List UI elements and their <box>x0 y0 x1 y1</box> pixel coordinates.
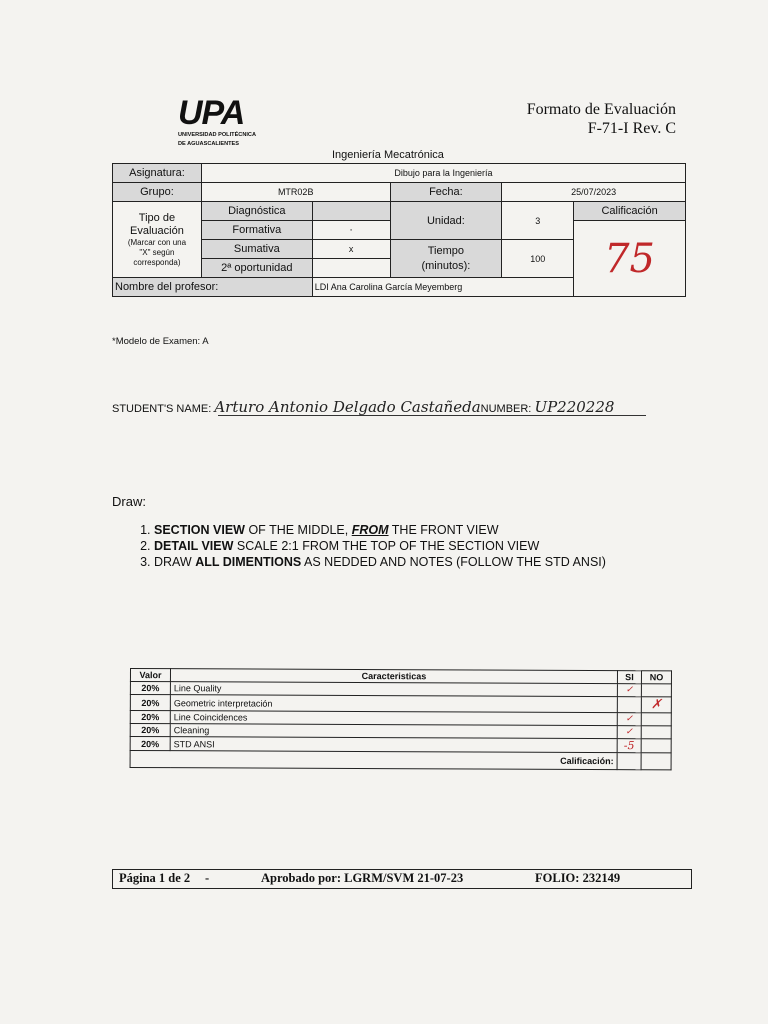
logo-text: UPA <box>178 94 245 132</box>
asignatura-value: Dibujo para la Ingeniería <box>201 164 685 183</box>
row-no: ✗ <box>641 697 671 713</box>
unidad-value: 3 <box>502 202 574 240</box>
tiempo-label-2: (minutos): <box>421 259 471 272</box>
tipo-note-2: "X" según <box>139 247 175 257</box>
evaluation-header-table <box>112 163 686 297</box>
row-si: ✓ <box>617 684 641 697</box>
approved-by: Aprobado por: LGRM/SVM 21-07-23 <box>261 871 464 885</box>
tipo-label-2: Evaluación <box>130 224 184 237</box>
exam-model: *Modelo de Examen: A <box>112 336 209 347</box>
tiempo-label-1: Tiempo <box>427 244 465 257</box>
rubric-total-si <box>617 753 641 770</box>
col-caracteristicas: Caracteristicas <box>170 669 617 684</box>
row-valor: 20% <box>130 682 170 695</box>
row-valor: 20% <box>130 724 170 737</box>
form-code-line2: F-71-I Rev. C <box>587 120 676 137</box>
grupo-label: Grupo: <box>113 183 202 202</box>
unidad-label: Unidad: <box>390 202 502 240</box>
folio: FOLIO: 232149 <box>535 871 621 885</box>
page-footer <box>112 869 692 889</box>
student-number-label: NUMBER: <box>480 403 532 415</box>
mark-formativa: · <box>312 221 390 240</box>
program-name: Ingeniería Mecatrónica <box>332 149 444 161</box>
row-si: ✓ <box>617 726 641 739</box>
mark-segunda <box>312 259 390 278</box>
rubric-total-label: Calificación: <box>130 751 617 770</box>
mark-sumativa: x <box>312 240 390 259</box>
footer-dash: - <box>205 871 210 885</box>
option-formativa: Formativa <box>201 221 312 240</box>
row-caract: Geometric interpretación <box>170 695 617 713</box>
row-no <box>641 713 671 726</box>
row-si: -5 <box>617 739 641 753</box>
instruction-item: 2. DETAIL VIEW SCALE 2:1 FROM THE TOP OF THE SECTION VIEW <box>154 538 606 554</box>
student-name-value: Arturo Antonio Delgado Castañeda <box>214 398 481 416</box>
instruction-item: 1. SECTION VIEW OF THE MIDDLE, FROM THE FRONT VIEW <box>154 522 606 538</box>
page-number: Página 1 de 2 <box>119 871 191 885</box>
col-si: SI <box>617 671 641 684</box>
fecha-value: 25/07/2023 <box>502 183 686 202</box>
row-valor: 20% <box>130 711 170 724</box>
row-si: ✓ <box>617 713 641 726</box>
row-no <box>641 739 671 753</box>
rubric-table <box>130 668 672 770</box>
logo-subtitle-2: DE AGUASCALIENTES <box>178 140 240 147</box>
row-si <box>617 697 641 713</box>
draw-heading: Draw: <box>112 494 146 509</box>
profesor-label: Nombre del profesor: <box>113 278 313 297</box>
grade-handwritten: 75 <box>604 235 656 282</box>
row-caract: Line Coincidences <box>170 711 617 726</box>
row-caract: STD ANSI <box>170 737 617 753</box>
asignatura-label: Asignatura: <box>113 164 202 183</box>
calificacion-value <box>574 221 686 297</box>
tipo-label-1: Tipo de <box>138 211 176 224</box>
row-caract: Cleaning <box>170 724 617 739</box>
row-valor: 20% <box>130 737 170 751</box>
student-name-label: STUDENT'S NAME: <box>112 403 212 415</box>
student-number-value: UP220228 <box>534 398 615 416</box>
rubric-total-no <box>641 753 671 770</box>
instructions-list <box>134 522 606 570</box>
tipo-note-3: corresponda) <box>133 257 181 267</box>
profesor-value: LDI Ana Carolina García Meyemberg <box>312 278 573 297</box>
form-code <box>527 100 676 138</box>
row-no <box>641 726 671 739</box>
option-diagnostica: Diagnóstica <box>201 202 312 221</box>
logo-subtitle-1: UNIVERSIDAD POLITÉCNICA <box>178 132 257 138</box>
fecha-label: Fecha: <box>390 183 502 202</box>
row-no <box>641 684 671 697</box>
university-logo <box>178 96 256 147</box>
tipo-note-1: (Marcar con una <box>127 237 187 247</box>
student-info <box>112 398 614 416</box>
instruction-item: 3. DRAW ALL DIMENTIONS AS NEDDED AND NOTES (FOLLOW THE STD ANSI) <box>154 554 606 570</box>
col-valor: Valor <box>130 669 170 682</box>
tipo-evaluacion-label <box>113 202 202 278</box>
tiempo-label <box>390 240 502 278</box>
row-caract: Line Quality <box>170 682 617 697</box>
col-no: NO <box>641 671 671 684</box>
calificacion-label: Calificación <box>574 202 686 221</box>
student-underline <box>218 415 646 416</box>
tiempo-value: 100 <box>502 240 574 278</box>
option-sumativa: Sumativa <box>201 240 312 259</box>
mark-diagnostica <box>312 202 390 221</box>
row-valor: 20% <box>130 695 170 711</box>
option-segunda: 2ª oportunidad <box>201 259 312 278</box>
form-code-line1: Formato de Evaluación <box>526 101 676 118</box>
grupo-value: MTR02B <box>201 183 390 202</box>
